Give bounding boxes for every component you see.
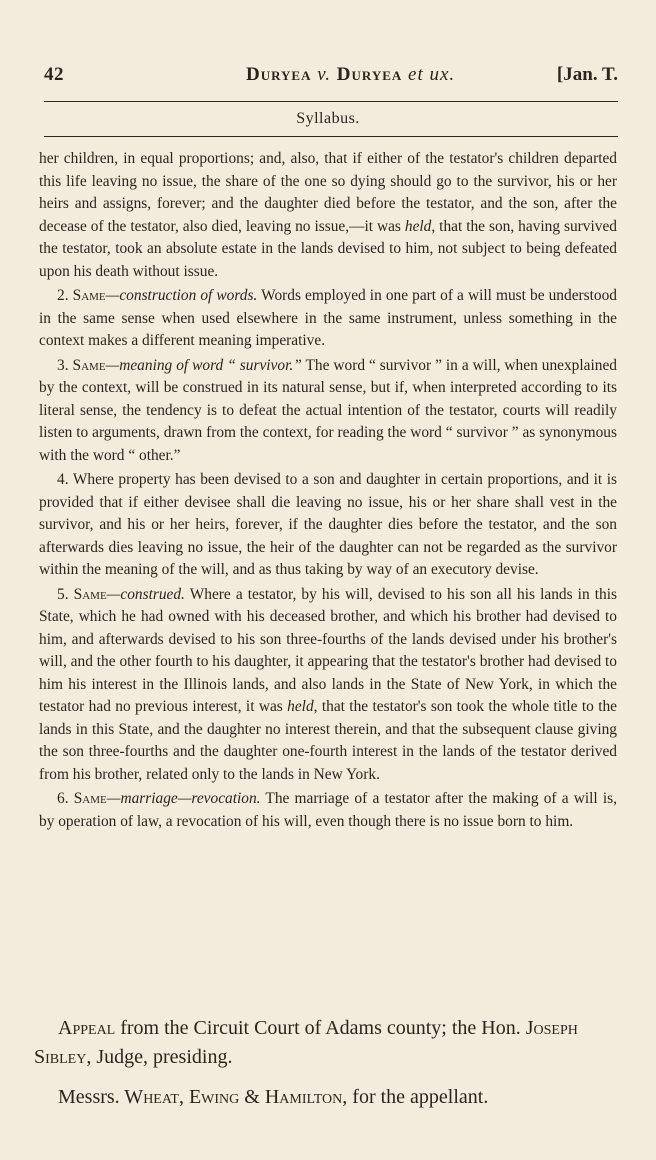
case-party-1: Duryea — [246, 64, 312, 85]
appeal-statement — [34, 1014, 620, 1072]
paragraph-subject: —marriage—revocation. — [106, 790, 261, 807]
paragraph-number: 6. — [57, 790, 69, 807]
paragraph-number: 3. — [57, 356, 69, 374]
paragraph-text: Words employed in one part of a will must be understood in the same sense when used elsewhere in the same instrument, unless something in the context makes a different meaning imperative. — [39, 287, 617, 349]
paragraph-text: The marriage of a testator after the making of a will is, by operation of law, a revocation of his will, even though there is no issue born to him. — [39, 790, 617, 830]
same-label: Same — [72, 356, 106, 374]
counsel-line — [58, 1086, 618, 1109]
case-party-2: Duryea — [336, 64, 403, 85]
same-label: Same — [73, 790, 107, 807]
syllabus-body — [39, 148, 617, 835]
held-word: held — [404, 217, 432, 235]
paragraph-number: 2. — [57, 287, 69, 304]
same-label: Same — [73, 585, 107, 603]
header-rule-bottom — [44, 136, 618, 137]
paragraph-text: her children, in equal proportions; and, also, that if either of the testator's children departed this life leaving no issue, the share of the one so dying should go to the survivor, his or her heirs and assigns, forever; and the daughter died before the testator, and the son, after the decease of the testator, also died, leaving no issue,—it was — [39, 150, 617, 235]
syllabus-paragraph-3 — [39, 355, 617, 468]
counsel-names: Wheat, Ewing & Hamilton, — [119, 1086, 348, 1108]
syllabus-paragraph-5 — [39, 584, 617, 787]
paragraph-subject: —meaning of word “ survivor.” — [105, 356, 302, 374]
case-et-ux: et ux. — [408, 64, 456, 85]
paragraph-text: Where a testator, by his will, devised to his son all his lands in this State, which he had owned with his deceased brother, and which his brother had devised to him, and afterwards devised to his son three-fourths of the lands devised under his brother's will, and the other fourth to his daughter, it appearing that the testator's brother had devised to him his interest in the Illinois lands, and also lands in the State of New York, in which the testator had no previous interest, it was — [39, 585, 617, 715]
case-title — [246, 64, 455, 86]
term-label: [Jan. T. — [556, 64, 618, 85]
paragraph-subject: —construed. — [106, 585, 185, 603]
paragraph-text: , that the testator's son took the whole title to the lands in this State, and the daughter no interest therein, and that the subsequent clause giving the son three-fourths and the daughter one-fourth interest in the lands of the testator derived from his brother, related only to the lands in New York. — [39, 698, 617, 783]
judge-name: Joseph Sibley — [34, 1017, 578, 1068]
header-rule-top — [44, 101, 618, 102]
page-number: 42 — [44, 64, 64, 85]
syllabus-paragraph-1 — [39, 148, 617, 283]
syllabus-paragraph-6 — [39, 788, 617, 833]
paragraph-text: The word “ survivor ” in a will, when unexplained by the context, will be construed in its natural sense, but if, when interpreted according to its literal sense, the tendency is to defeat the actual intention of the testator, courts will readily listen to arguments, drawn from the context, for reading the word “ survivor ” as synonymous with the word “ other.” — [39, 356, 617, 464]
held-word: held — [287, 698, 314, 715]
appeal-text: from the Circuit Court of Adams county; the Hon. — [115, 1017, 526, 1039]
paragraph-number: 4. — [57, 471, 69, 488]
counsel-lead: Messrs. — [58, 1086, 120, 1108]
case-versus: v. — [317, 64, 332, 85]
syllabus-paragraph-2 — [39, 285, 617, 353]
paragraph-number: 5. — [57, 585, 69, 603]
running-head — [40, 64, 618, 92]
paragraph-text: , that the son, having survived the testator, took an absolute estate in the lands devised to him, not subject to being defeated upon his death without issue. — [39, 217, 617, 280]
paragraph-subject: —construction of words. — [105, 287, 258, 304]
syllabus-paragraph-4 — [39, 469, 617, 582]
section-label: Syllabus. — [296, 110, 360, 127]
counsel-text: for the appellant. — [347, 1086, 489, 1108]
appeal-text: , Judge, presiding. — [86, 1046, 233, 1068]
same-label: Same — [72, 287, 106, 304]
paragraph-text: Where property has been devised to a son and daughter in certain proportions, and it is provided that if either devisee shall die leaving no issue, his or her share shall vest in the survivor, and his or her heirs, forever, if the daughter dies before the testator, and the son afterwards dies leaving no issue, the heir of the daughter can not be regarded as the survivor within the meaning of the will, and as thus taking by way of an executory devise. — [39, 471, 617, 578]
appeal-lead: Appeal — [58, 1017, 116, 1039]
